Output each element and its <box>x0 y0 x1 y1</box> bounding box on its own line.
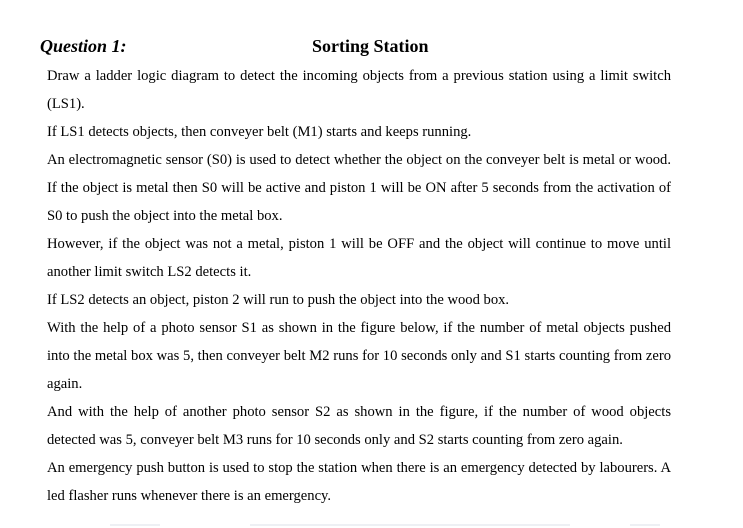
page-bottom-edge <box>0 520 743 528</box>
paragraph-emergency: An emergency push button is used to stop the station when there is an emergency detected by labourers. A led flasher runs whenever there is an emergency. <box>47 460 671 504</box>
paragraph-limit-switch: Draw a ladder logic diagram to detect the incoming objects from a previous station using a limit switch (LS1). <box>47 68 671 112</box>
paragraph-piston-2: If LS2 detects an object, piston 2 will run to push the object into the wood box. <box>47 292 510 308</box>
faint-divider <box>250 524 570 526</box>
paragraph-electromagnetic-sensor: An electromagnetic sensor (S0) is used to detect whether the object on the conveyer belt is metal or wood. If the object is metal then S0 will be active and piston 1 will be ON after 5 seconds from the activation of S0 to push the object into the metal box. <box>47 152 671 224</box>
paragraph-photo-sensor-s2: And with the help of another photo sensor S2 as shown in the figure, if the number of wood objects detected was 5, conveyer belt M3 runs for 10 seconds only and S2 starts counting from zero again. <box>47 404 671 448</box>
question-label: Question 1: <box>40 36 127 56</box>
question-body <box>47 62 671 510</box>
faint-divider <box>110 524 160 526</box>
paragraph-not-metal: However, if the object was not a metal, piston 1 will be OFF and the object will continue to move until another limit switch LS2 detects it. <box>47 236 671 280</box>
faint-divider <box>630 524 660 526</box>
document-title: Sorting Station <box>312 36 429 56</box>
paragraph-conveyer-m1: If LS1 detects objects, then conveyer belt (M1) starts and keeps running. <box>47 124 472 140</box>
question-header <box>0 34 743 58</box>
paragraph-photo-sensor-s1: With the help of a photo sensor S1 as shown in the figure below, if the number of metal objects pushed into the metal box was 5, then conveyer belt M2 runs for 10 seconds only and S1 starts counting from zero again. <box>47 320 671 392</box>
